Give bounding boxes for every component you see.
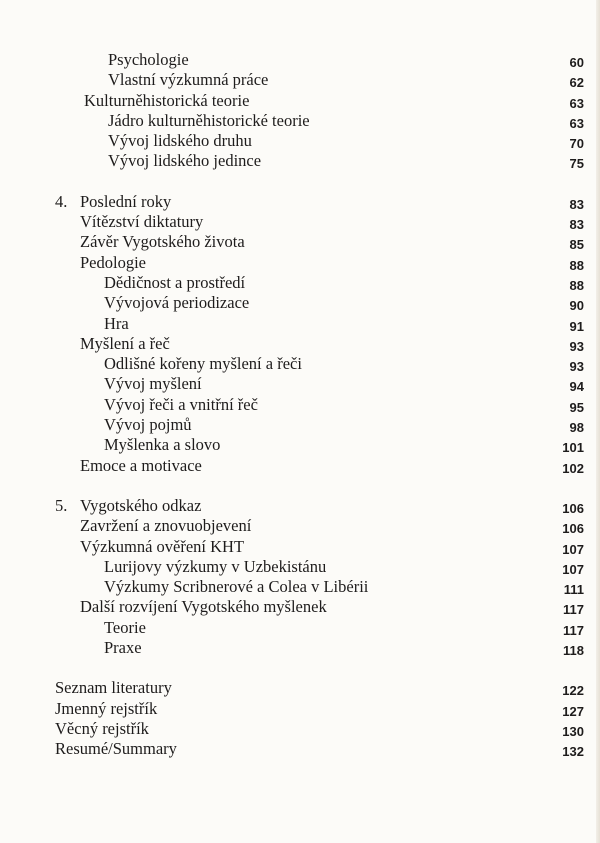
entry-title: Další rozvíjení Vygotského myšlenek — [80, 597, 327, 617]
toc-entry[interactable] — [0, 192, 600, 212]
page-number: 106 — [562, 500, 584, 516]
entry-title: Věcný rejstřík — [55, 718, 149, 738]
toc-entry[interactable] — [0, 314, 600, 334]
page-number: 85 — [569, 237, 584, 253]
entry-title: Vývoj pojmů — [104, 415, 192, 435]
page-number: 132 — [562, 744, 584, 760]
entry-title: Myšlení a řeč — [80, 333, 170, 353]
entry-title: Teorie — [104, 617, 146, 637]
page-number: 88 — [569, 277, 584, 293]
page-number: 91 — [569, 318, 584, 334]
page-edge — [596, 0, 600, 843]
page-number: 60 — [569, 55, 584, 70]
page-number: 62 — [569, 75, 584, 91]
page-number: 118 — [563, 643, 584, 659]
entry-title: Jmenný rejstřík — [55, 698, 158, 718]
toc-entry[interactable] — [0, 273, 600, 293]
toc-entry[interactable] — [0, 131, 600, 151]
entry-title: Jádro kulturněhistorické teorie — [108, 110, 310, 130]
toc-entry[interactable] — [0, 354, 600, 374]
toc-entry[interactable] — [0, 496, 600, 516]
entry-title: Vlastní výzkumná práce — [108, 70, 269, 90]
toc-entry[interactable] — [0, 597, 600, 617]
page-number: 107 — [562, 541, 584, 557]
toc-entry[interactable] — [0, 232, 600, 252]
entry-title: Praxe — [104, 638, 142, 658]
toc-entry[interactable] — [0, 557, 600, 577]
page-number: 88 — [569, 257, 584, 273]
toc-section — [0, 50, 600, 172]
toc-entry[interactable] — [0, 699, 600, 719]
toc-entry[interactable] — [0, 395, 600, 415]
toc-section — [0, 678, 600, 759]
entry-title: Emoce a motivace — [80, 455, 202, 475]
entry-title: Kulturněhistorická teorie — [84, 90, 250, 110]
entry-title: Výzkumy Scribnerové a Colea v Libérii — [104, 577, 369, 597]
toc-entry[interactable] — [0, 456, 600, 476]
page-number: 83 — [569, 217, 584, 233]
toc-entry[interactable] — [0, 537, 600, 557]
page-number: 63 — [569, 95, 584, 111]
toc-entry[interactable] — [0, 293, 600, 313]
toc-entry[interactable] — [0, 618, 600, 638]
entry-title: Vítězství diktatury — [80, 212, 204, 232]
page-number: 63 — [569, 115, 584, 131]
toc-entry[interactable] — [0, 435, 600, 455]
entry-title: Poslední roky — [80, 191, 172, 211]
page-number: 122 — [562, 683, 584, 699]
page-number: 117 — [563, 622, 584, 638]
page-number: 83 — [569, 196, 584, 212]
page-number: 95 — [569, 399, 584, 415]
toc-entry[interactable] — [0, 516, 600, 536]
toc-entry[interactable] — [0, 638, 600, 658]
entry-title: Pedologie — [80, 252, 146, 272]
entry-title: Vývoj lidského druhu — [108, 131, 252, 151]
page-number: 90 — [569, 298, 584, 314]
toc-entry[interactable] — [0, 151, 600, 171]
page-number: 98 — [569, 420, 584, 436]
toc-entry[interactable] — [0, 50, 600, 70]
entry-title: Vývoj lidského jedince — [108, 151, 262, 171]
entry-title: Psychologie — [108, 50, 189, 69]
page-number: 102 — [562, 460, 584, 476]
page-number: 111 — [563, 582, 584, 598]
entry-title: Lurijovy výzkumy v Uzbekistánu — [104, 556, 327, 576]
toc-section — [0, 192, 600, 476]
chapter-number: 4. — [55, 191, 68, 211]
entry-title: Hra — [104, 313, 129, 333]
entry-title: Vygotského odkaz — [80, 495, 202, 515]
page-number: 127 — [562, 703, 584, 719]
toc-section — [0, 496, 600, 658]
page-number: 70 — [569, 136, 584, 152]
entry-title: Odlišné kořeny myšlení a řeči — [104, 354, 302, 374]
toc-entry[interactable] — [0, 719, 600, 739]
page-number: 93 — [569, 359, 584, 375]
toc-entry[interactable] — [0, 739, 600, 759]
toc-entry[interactable] — [0, 678, 600, 698]
page-number: 106 — [562, 521, 584, 537]
toc-entry[interactable] — [0, 253, 600, 273]
entry-title: Resumé/Summary — [55, 739, 177, 759]
chapter-number: 5. — [55, 495, 68, 515]
page-number: 94 — [569, 379, 584, 395]
toc-entry[interactable] — [0, 374, 600, 394]
entry-title: Závěr Vygotského života — [80, 232, 245, 252]
entry-title: Seznam literatury — [55, 678, 172, 698]
entry-title: Dědičnost a prostředí — [104, 272, 246, 292]
page-number: 75 — [569, 156, 584, 172]
page-number: 93 — [569, 338, 584, 354]
toc-entry[interactable] — [0, 70, 600, 90]
entry-title: Zavržení a znovuobjevení — [80, 516, 252, 536]
toc-entry[interactable] — [0, 415, 600, 435]
toc-entry[interactable] — [0, 91, 600, 111]
toc-entry[interactable] — [0, 577, 600, 597]
entry-title: Vývoj řeči a vnitřní řeč — [104, 394, 258, 414]
page-number: 101 — [562, 440, 584, 456]
entry-title: Myšlenka a slovo — [104, 435, 221, 455]
toc-entry[interactable] — [0, 212, 600, 232]
table-of-contents — [0, 50, 600, 780]
page-number: 130 — [562, 723, 584, 739]
page-number: 107 — [562, 561, 584, 577]
toc-entry[interactable] — [0, 334, 600, 354]
page-number: 117 — [563, 602, 584, 618]
entry-title: Výzkumná ověření KHT — [80, 536, 245, 556]
toc-entry[interactable] — [0, 111, 600, 131]
entry-title: Vývojová periodizace — [104, 293, 250, 313]
entry-title: Vývoj myšlení — [104, 374, 202, 394]
